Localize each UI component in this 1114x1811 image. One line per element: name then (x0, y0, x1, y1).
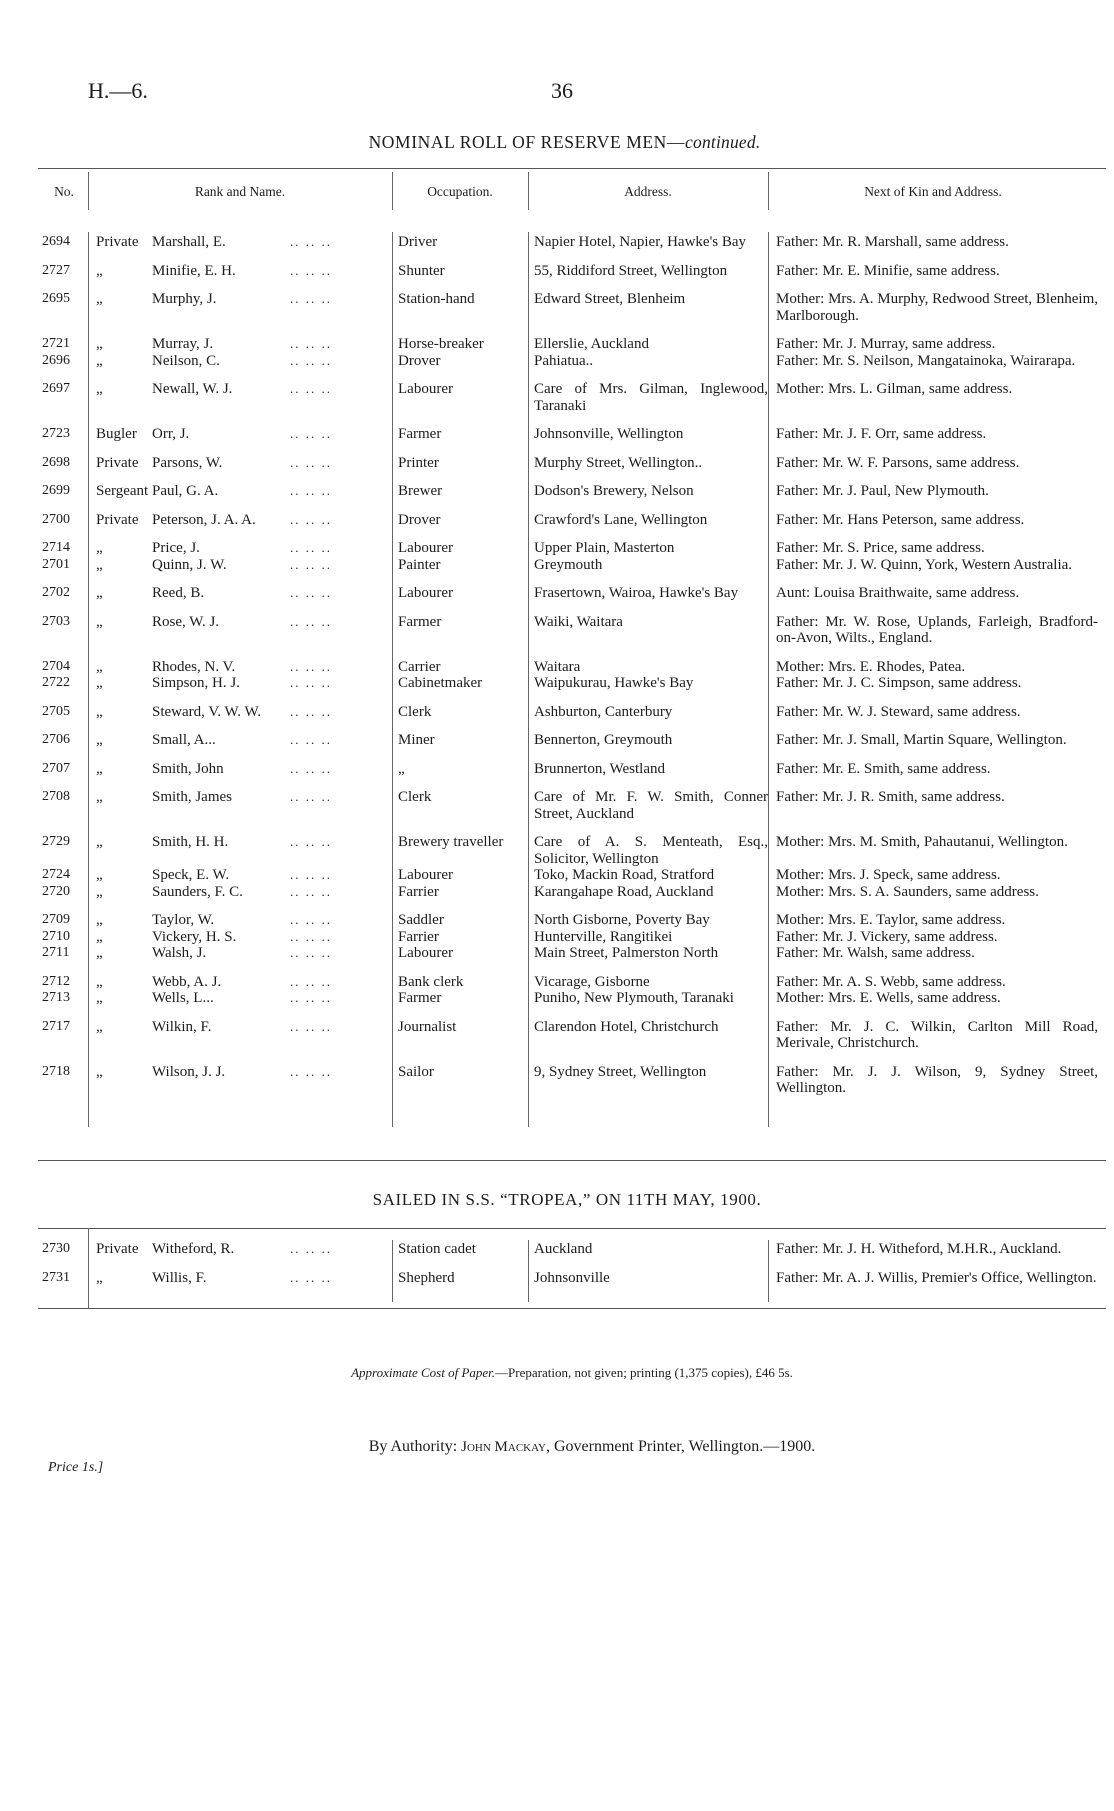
address: Auckland (534, 1241, 593, 1257)
service-number: 2718 (42, 1063, 70, 1079)
name: Parsons, W. (152, 454, 223, 471)
name: Walsh, J. (152, 945, 207, 961)
leader-dots: .. .. .. (290, 454, 332, 470)
next-of-kin: Father: Mr. A. S. Webb, same address. (776, 973, 1006, 990)
leader-dots: .. .. .. (290, 511, 332, 527)
rank: „ (96, 1269, 103, 1286)
next-of-kin: Father: Mr. S. Neilson, Mangatainoka, Wairarapa. (776, 352, 1076, 369)
rank: „ (96, 789, 103, 805)
next-of-kin: Father: Mr. J. F. Orr, same address. (776, 426, 987, 442)
rank: Private (96, 234, 139, 250)
leader-dots: .. .. .. (290, 990, 332, 1005)
occupation: Painter (398, 556, 441, 573)
leader-dots: .. .. .. (290, 945, 332, 960)
leader-dots: .. .. .. (290, 613, 332, 629)
occupation: Labourer (398, 867, 453, 883)
rank: „ (96, 703, 103, 720)
table-row (40, 443, 1098, 472)
leader-dots: .. .. .. (290, 928, 332, 944)
table-top-rule (38, 168, 1106, 169)
name: Orr, J. (152, 426, 190, 442)
authority-prefix: By Authority: (368, 1438, 462, 1455)
cost-text: —Preparation, not given; printing (1,375 copies), £46 5s. (495, 1365, 793, 1380)
leader-dots: .. .. .. (290, 262, 332, 278)
next-of-kin: Father: Mr. S. Price, same address. (776, 540, 985, 556)
rank: „ (96, 760, 103, 777)
next-of-kin: Aunt: Louisa Braithwaite, same address. (776, 585, 1020, 601)
occupation: Station cadet (398, 1241, 476, 1257)
address: Clarendon Hotel, Christchurch (534, 1018, 719, 1035)
occupation: Farmer (398, 990, 442, 1006)
name: Vickery, H. S. (152, 928, 237, 945)
leader-dots: .. .. .. (290, 883, 332, 899)
address: Ashburton, Canterbury (534, 703, 673, 720)
leader-dots: .. .. .. (290, 703, 332, 719)
service-number: 2722 (42, 675, 70, 690)
sailed-table (40, 1241, 1098, 1286)
address: Ellerslie, Auckland (534, 336, 649, 352)
occupation: Saddler (398, 912, 444, 928)
service-number: 2698 (42, 454, 70, 470)
name: Marshall, E. (152, 234, 226, 250)
service-number: 2711 (42, 945, 70, 960)
name: Webb, A. J. (152, 973, 222, 990)
name: Price, J. (152, 540, 200, 556)
col-header-no: No. (54, 184, 74, 199)
address: Waiki, Waitara (534, 613, 623, 630)
name: Smith, H. H. (152, 834, 229, 850)
occupation: „ (398, 760, 405, 777)
next-of-kin: Father: Mr. J. Small, Martin Square, Wellington. (776, 732, 1067, 748)
service-number: 2712 (42, 973, 70, 989)
name: Murray, J. (152, 336, 214, 352)
address: Bennerton, Greymouth (534, 732, 673, 748)
service-number: 2713 (42, 990, 70, 1005)
table-row (40, 324, 1098, 353)
address: Waitara (534, 658, 581, 675)
address: 55, Riddiford Street, Wellington (534, 262, 728, 279)
service-number: 2706 (42, 732, 70, 747)
service-number: 2731 (42, 1269, 70, 1285)
rank: Bugler (96, 426, 137, 442)
occupation: Station-hand (398, 291, 475, 307)
rank: Private (96, 454, 139, 471)
sailed-section-title: SAILED IN S.S. “TROPEA,” ON 11TH MAY, 1900. (372, 1190, 762, 1209)
leader-dots: .. .. .. (290, 912, 332, 927)
rank: „ (96, 291, 103, 307)
rank: „ (96, 585, 103, 601)
table-row (40, 867, 1098, 884)
leader-dots: .. .. .. (290, 789, 332, 804)
occupation: Shunter (398, 262, 445, 279)
address: Johnsonville (534, 1269, 610, 1286)
table-row (40, 929, 1098, 946)
leader-dots: .. .. .. (290, 675, 332, 690)
table-row (40, 647, 1098, 676)
occupation: Brewer (398, 483, 443, 499)
rank: „ (96, 336, 103, 352)
rank: „ (96, 556, 103, 573)
leader-dots: .. .. .. (290, 540, 332, 555)
service-number: 2700 (42, 511, 70, 527)
rank: Private (96, 1241, 139, 1257)
address: 9, Sydney Street, Wellington (534, 1063, 707, 1080)
next-of-kin: Mother: Mrs. E. Rhodes, Patea. (776, 658, 966, 675)
leader-dots: .. .. .. (290, 483, 332, 498)
table-row (40, 369, 1098, 414)
service-number: 2695 (42, 291, 70, 306)
service-number: 2721 (42, 336, 70, 351)
document-code: H.—6. (88, 78, 148, 103)
service-number: 2709 (42, 912, 70, 927)
rank: Sergeant (96, 483, 149, 499)
service-number: 2694 (42, 234, 70, 249)
address: Murphy Street, Wellington.. (534, 454, 703, 471)
occupation: Miner (398, 732, 435, 748)
table-row (40, 1052, 1098, 1097)
next-of-kin: Father: Mr. J. H. Witheford, M.H.R., Auckland. (776, 1241, 1062, 1257)
address: Karangahape Road, Auckland (534, 883, 714, 900)
leader-dots: .. .. .. (290, 732, 332, 747)
title-main: NOMINAL ROLL OF RESERVE MEN— (368, 132, 686, 152)
occupation: Farmer (398, 426, 442, 442)
rank: „ (96, 912, 103, 928)
rank: „ (96, 867, 103, 883)
rank: Private (96, 511, 139, 528)
table-row (40, 1258, 1098, 1287)
occupation: Printer (398, 454, 439, 471)
cost-label: Approximate Cost of Paper. (351, 1365, 496, 1380)
rank: „ (96, 883, 103, 900)
occupation: Journalist (398, 1018, 457, 1035)
occupation: Farmer (398, 613, 442, 630)
next-of-kin: Father: Mr. J. Vickery, same address. (776, 928, 998, 945)
table-row (40, 557, 1098, 574)
service-number: 2720 (42, 883, 70, 899)
name: Speck, E. W. (152, 867, 230, 883)
service-number: 2729 (42, 834, 70, 849)
occupation: Clerk (398, 703, 432, 720)
col-header-rank-name: Rank and Name. (194, 184, 286, 199)
printer-name: John Mackay (461, 1439, 546, 1455)
name: Witheford, R. (152, 1241, 235, 1257)
rank: „ (96, 262, 103, 279)
address: Napier Hotel, Napier, Hawke's Bay (534, 234, 747, 250)
service-number: 2705 (42, 703, 70, 719)
address: Care of Mrs. Gilman, Inglewood, Taranaki (534, 381, 768, 414)
title-continued: continued. (685, 132, 761, 152)
table-row (40, 884, 1098, 901)
service-number: 2730 (42, 1241, 70, 1256)
next-of-kin: Mother: Mrs. L. Gilman, same address. (776, 381, 1013, 397)
col-header-next-of-kin: Next of Kin and Address. (864, 184, 1002, 199)
occupation: Drover (398, 352, 441, 369)
occupation: Shepherd (398, 1269, 455, 1286)
name: Wells, L... (152, 990, 214, 1006)
table-row (40, 471, 1098, 500)
next-of-kin: Father: Mr. J. C. Wilkin, Carlton Mill Road, Merivale, Christchurch. (776, 1018, 1098, 1051)
name: Small, A... (152, 732, 216, 748)
service-number: 2710 (42, 928, 70, 944)
occupation: Brewery traveller (398, 834, 504, 850)
next-of-kin: Father: Mr. J. C. Simpson, same address. (776, 675, 1022, 691)
address: Puniho, New Plymouth, Taranaki (534, 990, 734, 1006)
next-of-kin: Father: Mr. J. R. Smith, same address. (776, 789, 1005, 805)
leader-dots: .. .. .. (290, 760, 332, 776)
service-number: 2724 (42, 867, 70, 882)
occupation: Farrier (398, 928, 439, 945)
table-row (40, 234, 1098, 251)
cost-note (0, 1365, 1114, 1381)
leader-dots: .. .. .. (290, 336, 332, 351)
service-number: 2702 (42, 585, 70, 600)
address: Care of A. S. Menteath, Esq., Solicitor, Wellington (534, 834, 768, 867)
next-of-kin: Father: Mr. J. W. Quinn, York, Western Australia. (776, 556, 1073, 573)
address: Frasertown, Wairoa, Hawke's Bay (534, 585, 739, 601)
leader-dots: .. .. .. (290, 426, 332, 441)
table-row (40, 777, 1098, 822)
address: Vicarage, Gisborne (534, 973, 650, 990)
leader-dots: .. .. .. (290, 234, 332, 249)
name: Taylor, W. (152, 912, 215, 928)
address: North Gisborne, Poverty Bay (534, 912, 710, 928)
name: Paul, G. A. (152, 483, 219, 499)
service-number: 2697 (42, 381, 70, 396)
page-title (0, 132, 1114, 153)
leader-dots: .. .. .. (290, 658, 332, 674)
next-of-kin: Father: Mr. W. J. Steward, same address. (776, 703, 1021, 720)
name: Minifie, E. H. (152, 262, 236, 279)
next-of-kin: Father: Mr. E. Smith, same address. (776, 760, 991, 777)
name: Saunders, F. C. (152, 883, 243, 900)
occupation: Labourer (398, 585, 453, 601)
sailed-top-rule (38, 1228, 1106, 1229)
next-of-kin: Father: Mr. W. F. Parsons, same address. (776, 454, 1020, 471)
leader-dots: .. .. .. (290, 556, 332, 572)
service-number: 2699 (42, 483, 70, 498)
leader-dots: .. .. .. (290, 1063, 332, 1079)
table-row (40, 251, 1098, 280)
service-number: 2703 (42, 613, 70, 629)
occupation: Carrier (398, 658, 441, 675)
rank: „ (96, 1018, 103, 1035)
next-of-kin: Father: Mr. Walsh, same address. (776, 945, 975, 961)
address: Waipukurau, Hawke's Bay (534, 675, 694, 691)
table-row (40, 1241, 1098, 1258)
table-row (40, 675, 1098, 692)
rank: „ (96, 834, 103, 850)
table-row (40, 692, 1098, 721)
service-number: 2704 (42, 658, 70, 674)
address: Hunterville, Rangitikei (534, 928, 673, 945)
name: Quinn, J. W. (152, 556, 227, 573)
service-number: 2727 (42, 262, 70, 278)
occupation: Drover (398, 511, 441, 528)
occupation: Driver (398, 234, 438, 250)
address: Dodson's Brewery, Nelson (534, 483, 694, 499)
service-number: 2714 (42, 540, 70, 555)
table-row (40, 749, 1098, 778)
next-of-kin: Mother: Mrs. E. Taylor, same address. (776, 912, 1006, 928)
rank: „ (96, 540, 103, 556)
next-of-kin: Father: Mr. J. Murray, same address. (776, 336, 996, 352)
name: Murphy, J. (152, 291, 217, 307)
rank: „ (96, 381, 103, 397)
rank: „ (96, 658, 103, 675)
leader-dots: .. .. .. (290, 291, 332, 306)
service-number: 2717 (42, 1018, 70, 1034)
address: Upper Plain, Masterton (534, 540, 675, 556)
name: Peterson, J. A. A. (152, 511, 256, 528)
name: Rose, W. J. (152, 613, 220, 630)
name: Wilson, J. J. (152, 1063, 226, 1080)
name: Neilson, C. (152, 352, 220, 369)
rank: „ (96, 928, 103, 945)
nominal-roll-table (40, 234, 1098, 1097)
rank: „ (96, 945, 103, 961)
rank: „ (96, 973, 103, 990)
address: Pahiatua.. (534, 352, 594, 369)
rank: „ (96, 990, 103, 1006)
table-row (40, 500, 1098, 529)
next-of-kin: Mother: Mrs. J. Speck, same address. (776, 867, 1001, 883)
address: Crawford's Lane, Wellington (534, 511, 708, 528)
leader-dots: .. .. .. (290, 585, 332, 600)
next-of-kin: Father: Mr. J. J. Wilson, 9, Sydney Street, Wellington. (776, 1063, 1098, 1096)
service-number: 2723 (42, 426, 70, 441)
page-number: 36 (551, 78, 573, 103)
leader-dots: .. .. .. (290, 1269, 332, 1285)
leader-dots: .. .. .. (290, 352, 332, 368)
name: Rhodes, N. V. (152, 658, 236, 675)
next-of-kin: Father: Mr. R. Marshall, same address. (776, 234, 1009, 250)
next-of-kin: Father: Mr. Hans Peterson, same address. (776, 511, 1025, 528)
occupation: Labourer (398, 540, 453, 556)
col-header-occupation: Occupation. (427, 184, 493, 199)
authority-suffix: , Government Printer, Wellington.—1900. (546, 1438, 816, 1455)
next-of-kin: Mother: Mrs. S. A. Saunders, same address. (776, 883, 1039, 900)
occupation: Cabinetmaker (398, 675, 483, 691)
occupation: Horse-breaker (398, 336, 484, 352)
name: Steward, V. W. W. (152, 703, 262, 720)
name: Willis, F. (152, 1269, 207, 1286)
address: Johnsonville, Wellington (534, 426, 684, 442)
occupation: Labourer (398, 945, 453, 961)
occupation: Clerk (398, 789, 432, 805)
name: Smith, James (152, 789, 233, 805)
leader-dots: .. .. .. (290, 867, 332, 882)
next-of-kin: Father: Mr. W. Rose, Uplands, Farleigh, Bradford-on-Avon, Wilts., England. (776, 613, 1098, 646)
occupation: Bank clerk (398, 973, 464, 990)
occupation: Farrier (398, 883, 439, 900)
table-bottom-rule (38, 1160, 1106, 1161)
service-number: 2696 (42, 352, 70, 368)
table-row (40, 962, 1098, 991)
next-of-kin: Mother: Mrs. M. Smith, Pahautanui, Wellington. (776, 834, 1068, 850)
address: Greymouth (534, 556, 603, 573)
next-of-kin: Mother: Mrs. A. Murphy, Redwood Street, Blenheim, Marlborough. (776, 291, 1098, 324)
rank: „ (96, 352, 103, 369)
occupation: Sailor (398, 1063, 434, 1080)
table-row (40, 900, 1098, 929)
rank: „ (96, 732, 103, 748)
name: Wilkin, F. (152, 1018, 212, 1035)
leader-dots: .. .. .. (290, 1018, 332, 1034)
table-row (40, 945, 1098, 962)
address: Brunnerton, Westland (534, 760, 665, 777)
name: Smith, John (152, 760, 224, 777)
table-row (40, 279, 1098, 324)
next-of-kin: Mother: Mrs. E. Wells, same address. (776, 990, 1001, 1006)
name: Simpson, H. J. (152, 675, 240, 691)
name: Reed, B. (152, 585, 205, 601)
table-row (40, 353, 1098, 370)
table-row (40, 414, 1098, 443)
occupation: Labourer (398, 381, 453, 397)
col-header-address: Address. (624, 184, 672, 199)
address: Edward Street, Blenheim (534, 291, 686, 307)
rank: „ (96, 675, 103, 691)
table-row (40, 528, 1098, 557)
address: Main Street, Palmerston North (534, 945, 719, 961)
leader-dots: .. .. .. (290, 973, 332, 989)
name: Newall, W. J. (152, 381, 233, 397)
service-number: 2708 (42, 789, 70, 804)
table-row (40, 573, 1098, 602)
printer-authority (0, 1438, 1114, 1456)
rank: „ (96, 613, 103, 630)
address: Care of Mr. F. W. Smith, Conner Street, Auckland (534, 789, 768, 822)
sailed-bottom-rule (38, 1308, 1106, 1309)
table-row (40, 822, 1098, 867)
service-number: 2707 (42, 760, 70, 776)
table-row (40, 990, 1098, 1007)
next-of-kin: Father: Mr. A. J. Willis, Premier's Office, Wellington. (776, 1269, 1097, 1286)
table-row (40, 602, 1098, 647)
leader-dots: .. .. .. (290, 1241, 332, 1256)
leader-dots: .. .. .. (290, 834, 332, 849)
rank: „ (96, 1063, 103, 1080)
price-note: Price 1s.] (48, 1460, 104, 1475)
table-row (40, 1007, 1098, 1052)
address: Toko, Mackin Road, Stratford (534, 867, 715, 883)
next-of-kin: Father: Mr. J. Paul, New Plymouth. (776, 483, 989, 499)
service-number: 2701 (42, 556, 70, 572)
leader-dots: .. .. .. (290, 381, 332, 396)
table-row (40, 720, 1098, 749)
next-of-kin: Father: Mr. E. Minifie, same address. (776, 262, 1000, 279)
